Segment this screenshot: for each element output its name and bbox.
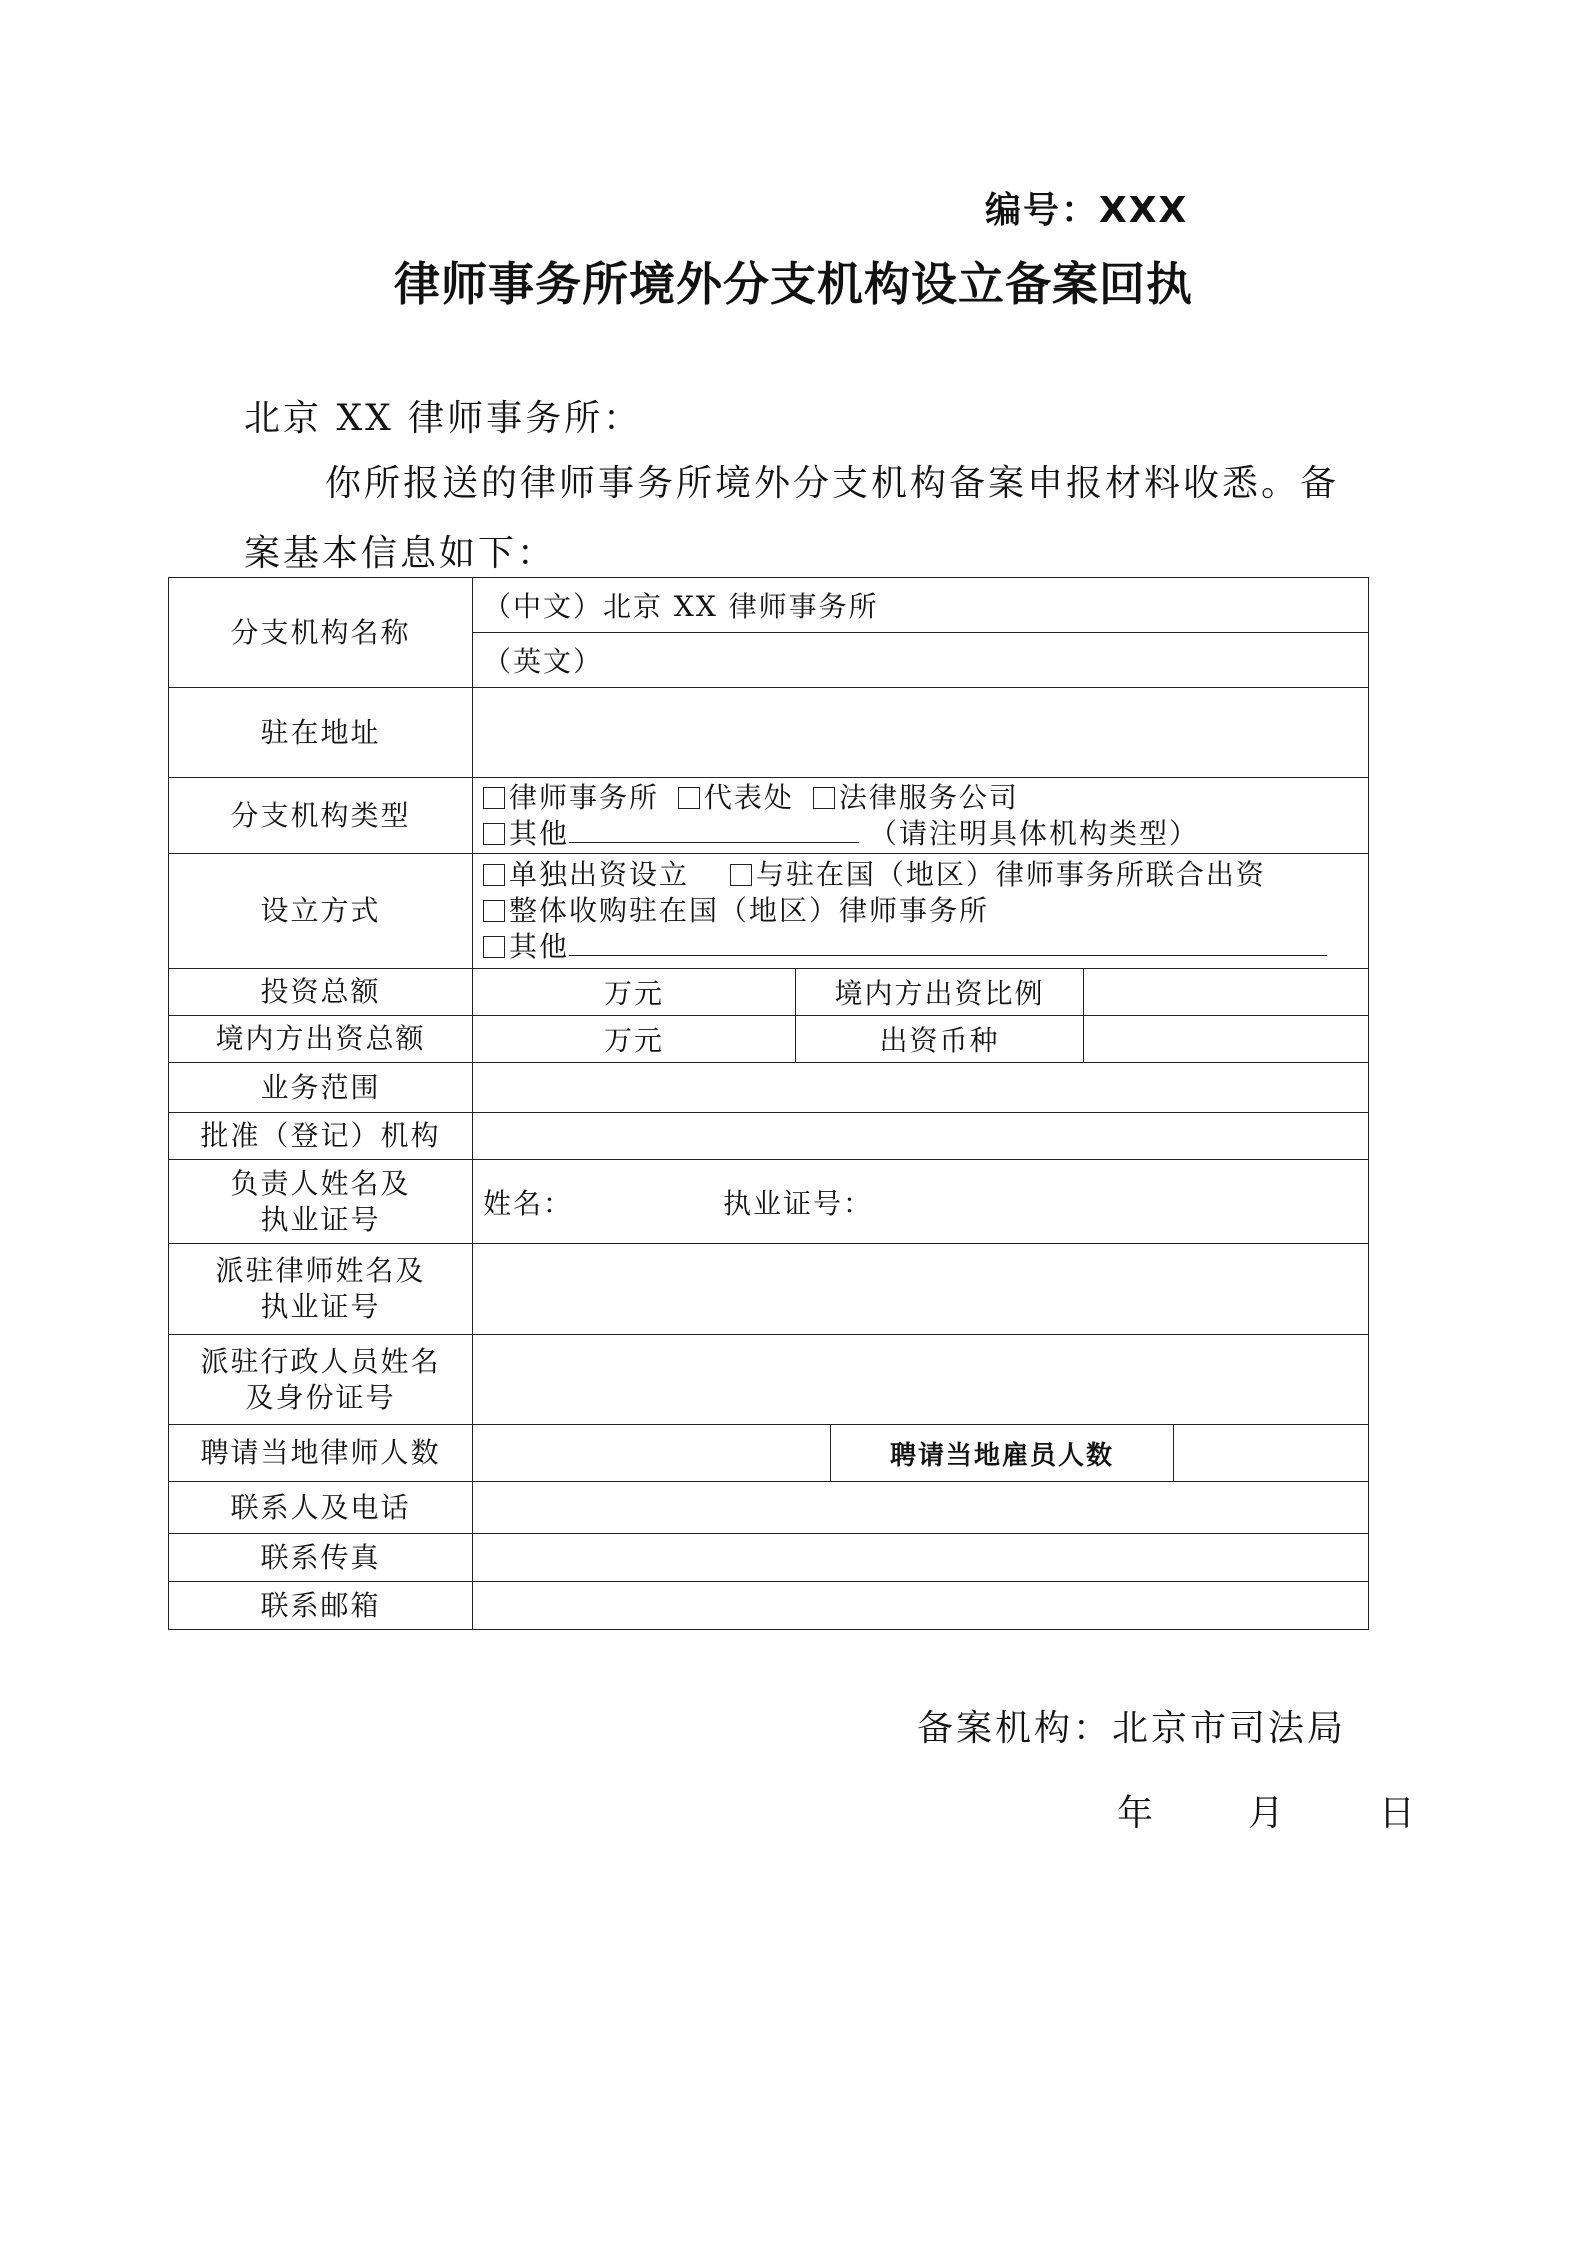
head-person-field[interactable] [473, 1160, 1369, 1244]
approval-authority-label: 批准（登记）机构 [169, 1113, 473, 1160]
type-other-note: （请注明具体机构类型） [869, 816, 1200, 850]
contact-field[interactable] [473, 1482, 1369, 1534]
serial-number: 编号：XXX [985, 190, 1189, 231]
currency-label: 出资币种 [796, 1016, 1084, 1063]
option-method-other: 其他 [509, 930, 570, 963]
table-row [169, 1582, 1369, 1630]
head-name-label: 姓名： [483, 1186, 574, 1220]
domestic-amount-field[interactable]: 万元 [473, 1016, 796, 1063]
checkbox-full-acquisition[interactable] [483, 900, 505, 922]
option-full-acquisition: 整体收购驻在国（地区）律师事务所 [509, 894, 990, 927]
contact-label: 联系人及电话 [169, 1482, 473, 1534]
fax-field[interactable] [473, 1534, 1369, 1582]
option-representative-office: 代表处 [703, 780, 794, 814]
fax-label: 联系传真 [169, 1534, 473, 1582]
option-law-firm: 律师事务所 [509, 780, 660, 814]
type-other-blank[interactable] [569, 816, 859, 843]
date-year: 年 [1117, 1793, 1154, 1834]
date-month: 月 [1247, 1793, 1284, 1834]
page-title: 律师事务所境外分支机构设立备案回执 [394, 257, 1193, 311]
table-row [169, 688, 1369, 778]
business-scope-field[interactable] [473, 1063, 1369, 1113]
filing-agency: 备案机构：北京市司法局 [917, 1708, 1347, 1749]
checkbox-law-firm[interactable] [483, 787, 505, 809]
checkbox-type-other[interactable] [483, 823, 505, 845]
method-other-blank[interactable] [569, 929, 1327, 956]
body-text-line-2: 案基本信息如下： [244, 533, 557, 574]
domestic-amount-label: 境内方出资总额 [169, 1016, 473, 1063]
address-label: 驻在地址 [169, 688, 473, 778]
address-field[interactable] [473, 688, 1369, 778]
addressee: 北京 XX 律师事务所： [244, 398, 643, 439]
branch-name-en-field[interactable]: （英文） [473, 633, 1369, 688]
table-row [169, 1425, 1369, 1482]
local-lawyers-label: 聘请当地律师人数 [169, 1425, 473, 1482]
checkbox-joint-investment[interactable] [730, 864, 752, 886]
domestic-ratio-label: 境内方出资比例 [796, 969, 1084, 1016]
dispatched-admin-field[interactable] [473, 1335, 1369, 1425]
table-row [169, 854, 1369, 969]
currency-field[interactable] [1084, 1016, 1369, 1063]
email-field[interactable] [473, 1582, 1369, 1630]
table-row [169, 778, 1369, 854]
table-row [169, 1534, 1369, 1582]
dispatched-lawyer-label: 派驻律师姓名及 执业证号 [169, 1244, 473, 1335]
table-row [169, 1113, 1369, 1160]
branch-type-options [473, 778, 1369, 854]
checkbox-representative-office[interactable] [678, 787, 700, 809]
head-person-label: 负责人姓名及 执业证号 [169, 1160, 473, 1244]
dispatched-lawyer-field[interactable] [473, 1244, 1369, 1335]
dispatched-admin-label: 派驻行政人员姓名 及身份证号 [169, 1335, 473, 1425]
branch-name-cn-field[interactable]: （中文）北京 XX 律师事务所 [473, 578, 1369, 633]
table-row [169, 1244, 1369, 1335]
table-row [169, 1016, 1369, 1063]
local-employees-label: 聘请当地雇员人数 [831, 1425, 1174, 1482]
investment-total-field[interactable]: 万元 [473, 969, 796, 1016]
checkbox-method-other[interactable] [483, 936, 505, 958]
option-type-other: 其他 [509, 816, 570, 850]
branch-name-label: 分支机构名称 [169, 578, 473, 688]
option-sole-investment: 单独出资设立 [509, 858, 690, 891]
checkbox-legal-service-company[interactable] [813, 787, 835, 809]
option-joint-investment: 与驻在国（地区）律师事务所联合出资 [755, 858, 1266, 891]
investment-total-label: 投资总额 [169, 969, 473, 1016]
table-row [169, 1482, 1369, 1534]
table-row [169, 1063, 1369, 1113]
branch-type-label: 分支机构类型 [169, 778, 473, 854]
body-text-line-1: 你所报送的律师事务所境外分支机构备案申报材料收悉。备 [325, 463, 1340, 504]
setup-method-label: 设立方式 [169, 854, 473, 969]
local-employees-field[interactable] [1174, 1425, 1369, 1482]
table-row [169, 969, 1369, 1016]
head-license-label: 执业证号： [723, 1186, 874, 1220]
approval-authority-field[interactable] [473, 1113, 1369, 1160]
domestic-ratio-field[interactable] [1084, 969, 1369, 1016]
business-scope-label: 业务范围 [169, 1063, 473, 1113]
checkbox-sole-investment[interactable] [483, 864, 505, 886]
filing-info-table [168, 577, 1369, 1630]
email-label: 联系邮箱 [169, 1582, 473, 1630]
table-row [169, 578, 1369, 633]
table-row [169, 1160, 1369, 1244]
local-lawyers-field[interactable] [473, 1425, 831, 1482]
date-line [1117, 1785, 1415, 1836]
setup-method-options [473, 854, 1369, 969]
table-row [169, 1335, 1369, 1425]
date-day: 日 [1378, 1793, 1415, 1834]
option-legal-service-company: 法律服务公司 [838, 780, 1019, 814]
